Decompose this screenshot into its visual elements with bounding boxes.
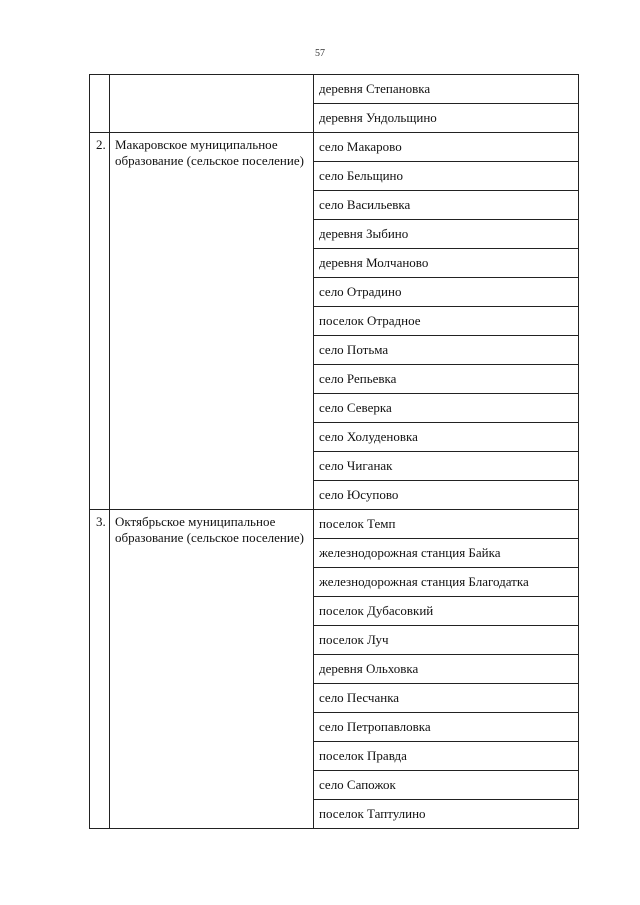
settlement-name: железнодорожная станция Байка (314, 539, 579, 568)
settlement-name: село Потьма (314, 336, 579, 365)
municipality-number: 3. (90, 510, 110, 829)
settlement-name: село Петропавловка (314, 713, 579, 742)
settlement-name: село Песчанка (314, 684, 579, 713)
settlement-name: село Васильевка (314, 191, 579, 220)
settlement-name: село Репьевка (314, 365, 579, 394)
settlement-name: деревня Степановка (314, 75, 579, 104)
table-row (90, 75, 579, 104)
page-number: 57 (315, 48, 325, 59)
settlement-name: поселок Отрадное (314, 307, 579, 336)
municipal-settlements-table (89, 74, 579, 829)
settlement-name: село Юсупово (314, 481, 579, 510)
settlement-name: село Чиганак (314, 452, 579, 481)
settlement-name: поселок Луч (314, 626, 579, 655)
municipality-name: Октябрьское муниципальное образование (сельское поселение) (110, 510, 314, 829)
municipality-number (90, 75, 110, 133)
settlement-name: деревня Зыбино (314, 220, 579, 249)
municipality-number: 2. (90, 133, 110, 510)
settlement-name: село Северка (314, 394, 579, 423)
settlement-name: село Сапожок (314, 771, 579, 800)
table-row (90, 510, 579, 539)
settlement-name: поселок Дубасовкий (314, 597, 579, 626)
settlement-name: поселок Таптулино (314, 800, 579, 829)
settlement-name: железнодорожная станция Благодатка (314, 568, 579, 597)
settlement-name: деревня Молчаново (314, 249, 579, 278)
municipality-name (110, 75, 314, 133)
table-row (90, 133, 579, 162)
municipality-name: Макаровское муниципальное образование (сельское поселение) (110, 133, 314, 510)
settlement-name: село Макарово (314, 133, 579, 162)
settlement-name: деревня Ольховка (314, 655, 579, 684)
settlement-name: поселок Темп (314, 510, 579, 539)
settlement-name: поселок Правда (314, 742, 579, 771)
settlement-name: село Бельщино (314, 162, 579, 191)
settlement-name: деревня Ундольщино (314, 104, 579, 133)
settlement-name: село Отрадино (314, 278, 579, 307)
settlement-name: село Холуденовка (314, 423, 579, 452)
table-body (90, 75, 579, 829)
